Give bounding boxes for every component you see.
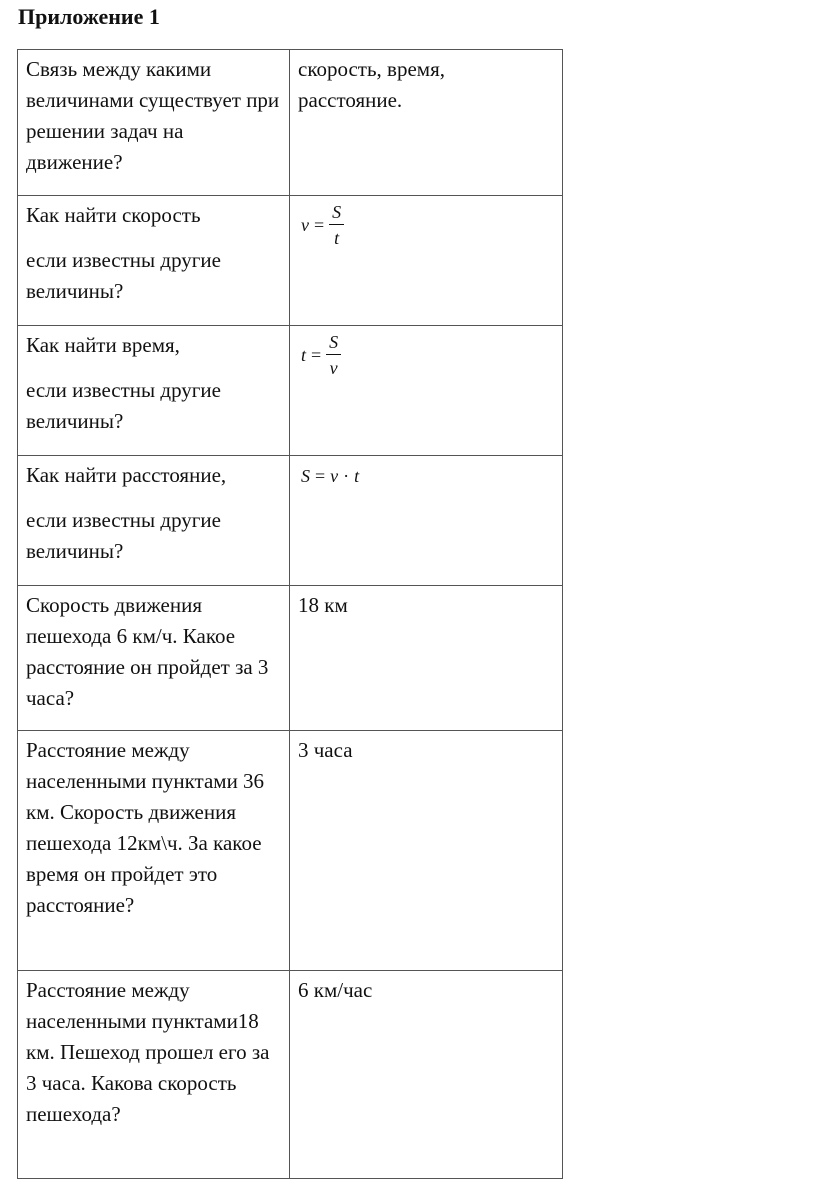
formula-equals: =	[314, 215, 325, 235]
formula-variable: S	[301, 466, 310, 486]
formula-denominator: t	[334, 228, 340, 248]
formula-denominator: v	[329, 358, 338, 378]
answer-text: 6 км/час	[298, 978, 373, 1002]
velocity-formula	[301, 203, 344, 247]
formula-equals: =	[315, 466, 326, 486]
answer-cell	[290, 971, 563, 1179]
question-text: Как найти время,	[26, 333, 180, 357]
table-row	[18, 731, 563, 971]
answer-text: 18 км	[298, 593, 348, 617]
formula-variable: v	[301, 215, 309, 235]
answer-text: 3 часа	[298, 738, 353, 762]
table-row	[18, 456, 563, 586]
table-row	[18, 586, 563, 731]
question-text: Расстояние между населенными пунктами 36 км. Скорость движения пешехода 12км\ч. За какое время он пройдет это расстояние?	[26, 738, 265, 917]
distance-formula	[301, 467, 359, 485]
question-text: если известны другие величины?	[26, 248, 221, 303]
answer-cell	[290, 731, 563, 971]
question-text: Как найти расстояние,	[26, 463, 227, 487]
table-row	[18, 196, 563, 326]
question-cell	[18, 50, 290, 196]
question-text: если известны другие величины?	[26, 508, 221, 563]
page-title: Приложение 1	[18, 4, 160, 29]
table-row	[18, 50, 563, 196]
question-text: Скорость движения пешехода 6 км/ч. Какое расстояние он пройдет за 3 часа?	[26, 593, 269, 710]
formula-multiply: ·	[343, 466, 350, 486]
answer-cell	[290, 326, 563, 456]
question-cell	[18, 971, 290, 1179]
question-text: Как найти скорость	[26, 203, 201, 227]
formula-fraction	[326, 333, 341, 377]
answer-cell	[290, 586, 563, 731]
question-text: если известны другие величины?	[26, 378, 221, 433]
formula-fraction	[329, 203, 344, 247]
formula-numerator: S	[326, 333, 341, 355]
question-cell	[18, 456, 290, 586]
answer-text: скорость, время, расстояние.	[298, 57, 445, 112]
qa-table	[17, 49, 563, 1179]
formula-variable: v	[330, 466, 339, 486]
time-formula	[301, 333, 341, 377]
formula-variable: t	[354, 466, 360, 486]
answer-cell	[290, 456, 563, 586]
formula-numerator: S	[329, 203, 344, 225]
answer-cell	[290, 50, 563, 196]
question-cell	[18, 586, 290, 731]
formula-equals: =	[311, 345, 322, 365]
question-cell	[18, 196, 290, 326]
question-cell	[18, 731, 290, 971]
table-row	[18, 326, 563, 456]
question-text: Расстояние между населенными пунктами18 км. Пешеход прошел его за 3 часа. Какова скорость пешехода?	[26, 978, 270, 1126]
table-row	[18, 971, 563, 1179]
formula-variable: t	[301, 345, 307, 365]
question-cell	[18, 326, 290, 456]
question-text: Связь между какими величинами существует при решении задач на движение?	[26, 57, 280, 174]
answer-cell	[290, 196, 563, 326]
